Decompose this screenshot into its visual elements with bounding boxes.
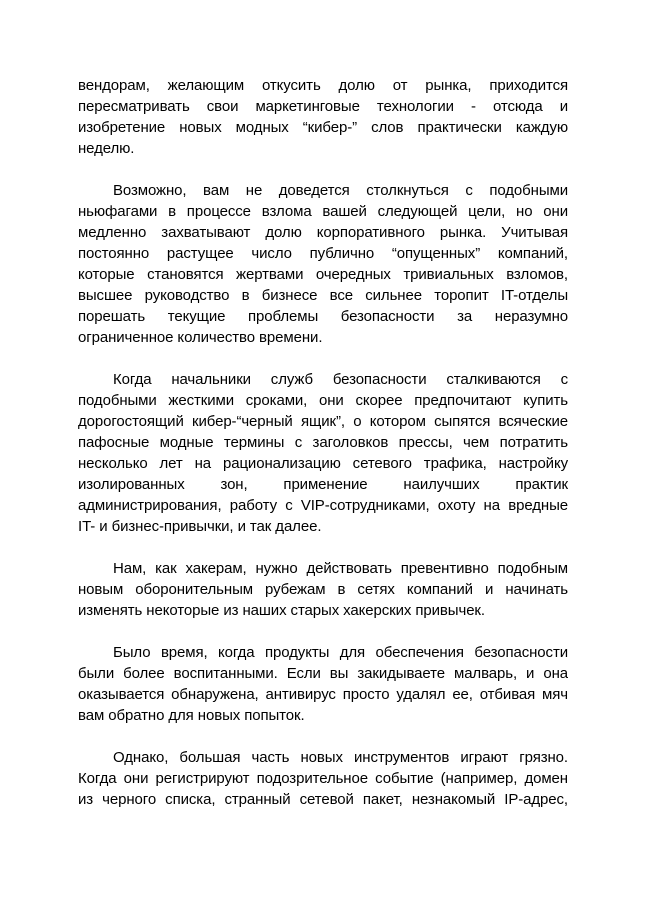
text-line: пафосные модные термины с заголовков прессы, чем потратить [78,434,568,451]
text-line: вендорам, желающим откусить долю от рынка, приходится [78,77,568,94]
paragraph [78,747,568,810]
text-line: администрирования, работу с VIP-сотрудниками, охоту на вредные [78,497,568,514]
text-line: из черного списка, странный сетевой пакет, незнакомый IP-адрес, [78,791,568,808]
paragraph [78,558,568,621]
text-line: оказывается обнаружена, антивирус просто удалял ее, отбивая мяч [78,686,568,703]
paragraph [78,75,568,159]
text-line: изменять некоторые из наших старых хакерских привычек. [78,602,485,619]
text-block [78,75,568,831]
text-line: Когда они регистрируют подозрительное событие (например, домен [78,770,568,787]
text-line: несколько лет на рационализацию сетевого трафика, настройку [78,455,568,472]
text-line: вам обратно для новых попыток. [78,707,305,724]
paragraph [78,180,568,348]
text-line: Однако, большая часть новых инструментов играют грязно. [113,749,568,766]
text-line: были более воспитанными. Если вы закидываете малварь, и она [78,665,568,682]
text-line: высшее руководство в бизнесе все сильнее торопит IT-отделы [78,287,568,304]
text-line: неделю. [78,140,135,157]
text-line: Возможно, вам не доведется столкнуться с подобными [113,182,568,199]
text-line: IT- и бизнес-привычки, и так далее. [78,518,322,535]
text-line: пересматривать свои маркетинговые технологии - отсюда и [78,98,568,115]
text-line: ограниченное количество времени. [78,329,323,346]
text-line: подобными жесткими сроками, они скорее предпочитают купить [78,392,568,409]
text-line: Когда начальники служб безопасности сталкиваются с [113,371,568,388]
text-line: Было время, когда продукты для обеспечения безопасности [113,644,568,661]
text-line: медленно захватывают долю корпоративного рынка. Учитывая [78,224,568,241]
text-line: Нам, как хакерам, нужно действовать превентивно подобным [113,560,568,577]
text-line: порешать текущие проблемы безопасности за неразумно [78,308,568,325]
paragraph [78,642,568,726]
text-line: ньюфагами в процессе взлома вашей следующей цели, но они [78,203,568,220]
text-line: дорогостоящий кибер-“черный ящик”, о котором сыпятся всяческие [78,413,568,430]
paragraph [78,369,568,537]
text-line: новым оборонительным рубежам в сетях компаний и начинать [78,581,568,598]
text-line: изобретение новых модных “кибер-” слов практически каждую [78,119,568,136]
text-line: постоянно растущее число публично “опущенных” компаний, [78,245,568,262]
text-line: которые становятся жертвами очередных тривиальных взломов, [78,266,568,283]
text-line: изолированных зон, применение наилучших практик [78,476,568,493]
